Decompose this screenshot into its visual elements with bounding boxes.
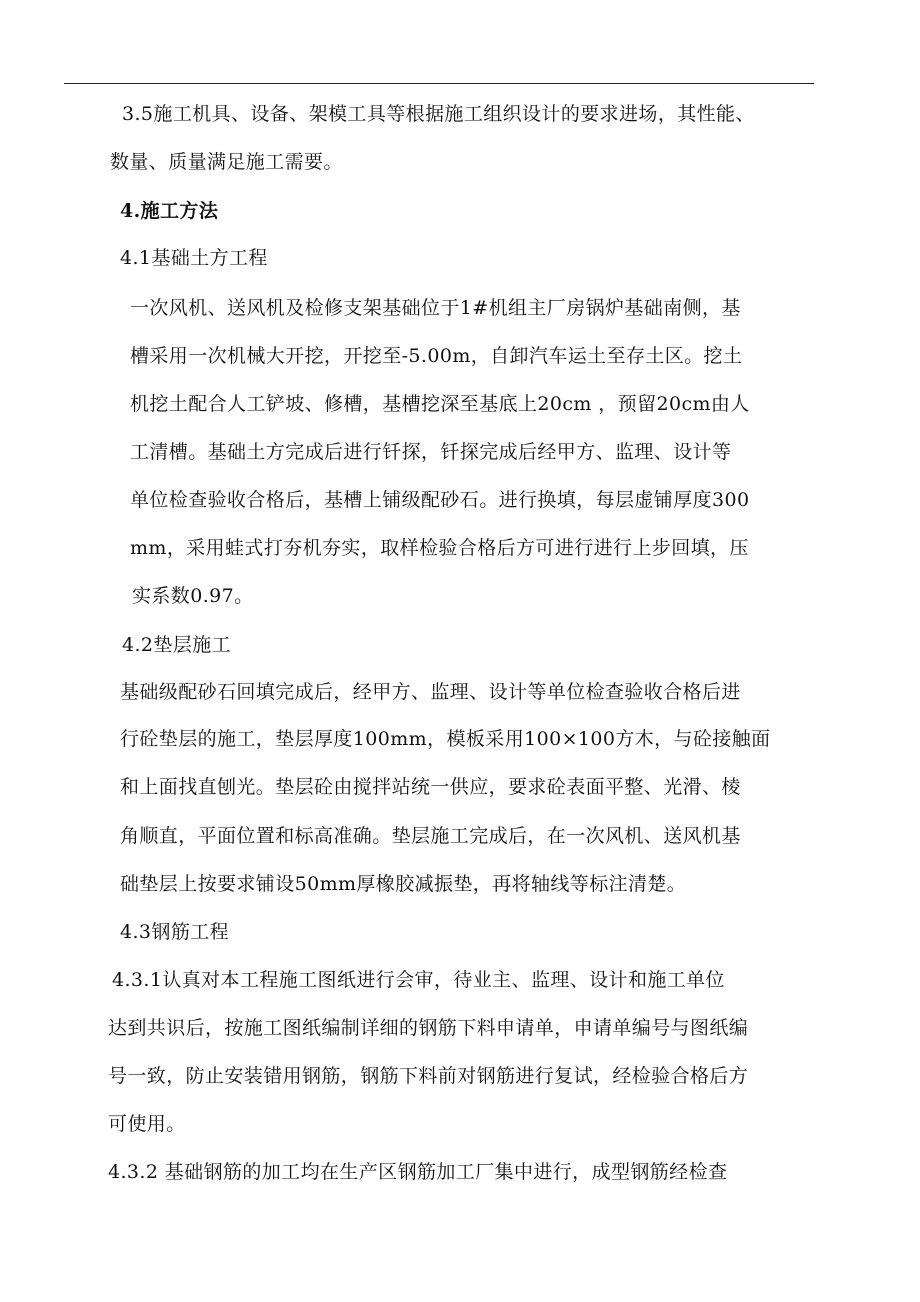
text-line: 一次风机、送风机及检修支架基础位于1#机组主厂房锅炉基础南侧，基 bbox=[130, 297, 741, 319]
text-line: 号一致，防止安装错用钢筋，钢筋下料前对钢筋进行复试，经检验合格后方 bbox=[108, 1065, 749, 1087]
text-line: 实系数0.97。 bbox=[132, 585, 254, 607]
header-rule bbox=[64, 83, 814, 84]
text-line: 工清槽。基础土方完成后进行钎探，钎探完成后经甲方、监理、设计等 bbox=[130, 441, 732, 463]
text-line: 数量、质量满足施工需要。 bbox=[110, 151, 343, 173]
section-heading: 4.施工方法 bbox=[120, 200, 219, 222]
text-line: 3.5施工机具、设备、架模工具等根据施工组织设计的要求进场，其性能、 bbox=[122, 103, 755, 125]
text-line: 机挖土配合人工铲坡、修槽，基槽挖深至基底上20cm ，预留20cm由人 bbox=[130, 393, 750, 415]
text-line: 基础级配砂石回填完成后，经甲方、监理、设计等单位检查验收合格后进 bbox=[120, 681, 741, 703]
text-line: 可使用。 bbox=[108, 1113, 186, 1135]
text-line: mm，采用蛙式打夯机夯实，取样检验合格后方可进行进行上步回填，压 bbox=[130, 537, 749, 559]
text-line: 角顺直，平面位置和标高准确。垫层施工完成后，在一次风机、送风机基 bbox=[120, 825, 741, 847]
text-line: 4.3.2 基础钢筋的加工均在生产区钢筋加工厂集中进行，成型钢筋经检查 bbox=[108, 1161, 728, 1183]
subsection-heading: 4.3钢筋工程 bbox=[120, 921, 230, 943]
text-line: 达到共识后，按施工图纸编制详细的钢筋下料申请单，申请单编号与图纸编 bbox=[108, 1017, 749, 1039]
text-line: 行砼垫层的施工，垫层厚度100mm，模板采用100×100方木，与砼接触面 bbox=[120, 728, 771, 750]
text-line: 础垫层上按要求铺设50mm厚橡胶减振垫，再将轴线等标注清楚。 bbox=[120, 873, 687, 895]
text-line: 单位检查验收合格后，基槽上铺级配砂石。进行换填，每层虚铺厚度300 bbox=[130, 489, 750, 511]
subsection-heading: 4.2垫层施工 bbox=[122, 634, 232, 656]
text-line: 4.3.1认真对本工程施工图纸进行会审，待业主、监理、设计和施工单位 bbox=[112, 969, 725, 991]
subsection-heading: 4.1基础土方工程 bbox=[120, 247, 268, 269]
text-line: 和上面找直刨光。垫层砼由搅拌站统一供应，要求砼表面平整、光滑、棱 bbox=[120, 776, 741, 798]
text-line: 槽采用一次机械大开挖，开挖至-5.00m，自卸汽车运土至存土区。挖土 bbox=[130, 345, 743, 367]
